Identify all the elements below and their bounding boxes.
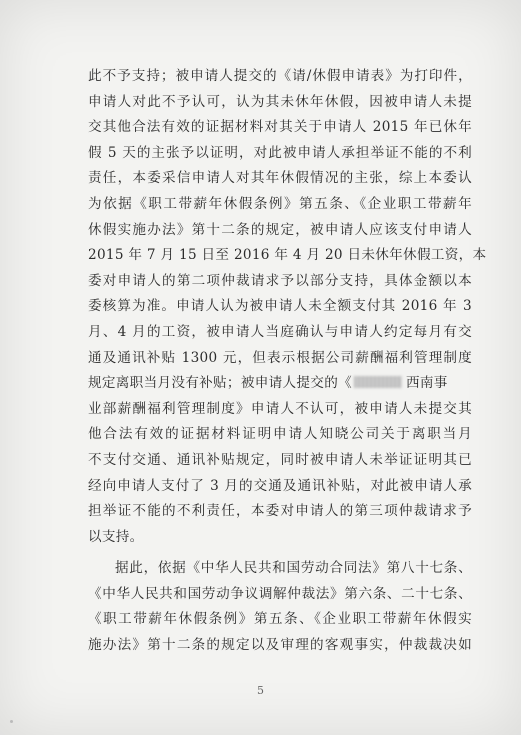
page-number: 5 bbox=[257, 684, 264, 697]
text-line: 交其他合法有效的证据材料对其关于申请人 2015 年已休年 bbox=[88, 119, 472, 136]
text-line: 假 5 天的主张予以证明，对此被申请人承担举证不能的不利 bbox=[88, 144, 472, 161]
text-segment: 规定离职当月没有补贴；被申请人提交的《 bbox=[88, 375, 352, 392]
text-segment: 西南事 bbox=[405, 375, 448, 392]
text-line: 休假实施办法》第十二条的规定，被申请人应该支付申请人 bbox=[88, 221, 472, 238]
text-line: 他合法有效的证据材料证明申请人知晓公司关于离职当月 bbox=[88, 426, 472, 443]
document-body bbox=[88, 64, 487, 659]
text-line: 以支持。 bbox=[88, 528, 144, 545]
redaction-blur bbox=[354, 376, 402, 388]
text-line: 月、4 月的工资，被申请人当庭确认与申请人约定每月有交 bbox=[88, 323, 472, 340]
text-line: 业部薪酬福利管理制度》申请人不认可，被申请人未提交其 bbox=[88, 400, 472, 417]
text-line-with-redaction bbox=[88, 371, 472, 397]
text-line: 委对申请人的第二项仲裁请求予以部分支持，具体金额以本 bbox=[88, 272, 472, 289]
text-line: 施办法》第十二条的规定以及审理的客观事实，仲裁裁决如 bbox=[88, 637, 472, 654]
text-line: 此不予支持；被申请人提交的《请/休假申请表》为打印件， bbox=[88, 68, 472, 84]
text-line: 委核算为准。申请人认为被申请人未全额支付其 2016 年 3 bbox=[88, 298, 472, 315]
text-line: 《职工带薪年休假条例》第五条、《企业职工带薪年休假实 bbox=[88, 611, 472, 628]
text-line: 通及通讯补贴 1300 元，但表示根据公司薪酬福利管理制度 bbox=[88, 349, 472, 366]
text-line: 经向申请人支付了 3 月的交通及通讯补贴，对此被申请人承 bbox=[88, 477, 472, 494]
text-line: 为依据《职工带薪年休假条例》第五条、《企业职工带薪年 bbox=[88, 195, 472, 212]
text-line: 据此，依据《中华人民共和国劳动合同法》第八十七条、 bbox=[115, 560, 472, 577]
text-line: 不支付交通、通讯补贴规定，同时被申请人未举证证明其已 bbox=[88, 451, 472, 468]
text-line: 申请人对此不予认可，认为其未休年休假，因被申请人未提 bbox=[88, 93, 472, 110]
text-line: 《中华人民共和国劳动争议调解仲裁法》第六条、二十七条、 bbox=[88, 585, 472, 602]
text-line: 2015 年 7 月 15 日至 2016 年 4 月 20 日未休年休假工资，本 bbox=[88, 247, 487, 264]
text-line: 责任，本委采信申请人对其年休假情况的主张，综上本委认 bbox=[88, 170, 472, 187]
scan-artifact bbox=[10, 720, 13, 723]
text-line: 担举证不能的不利责任，本委对申请人的第三项仲裁请求予 bbox=[88, 503, 472, 520]
